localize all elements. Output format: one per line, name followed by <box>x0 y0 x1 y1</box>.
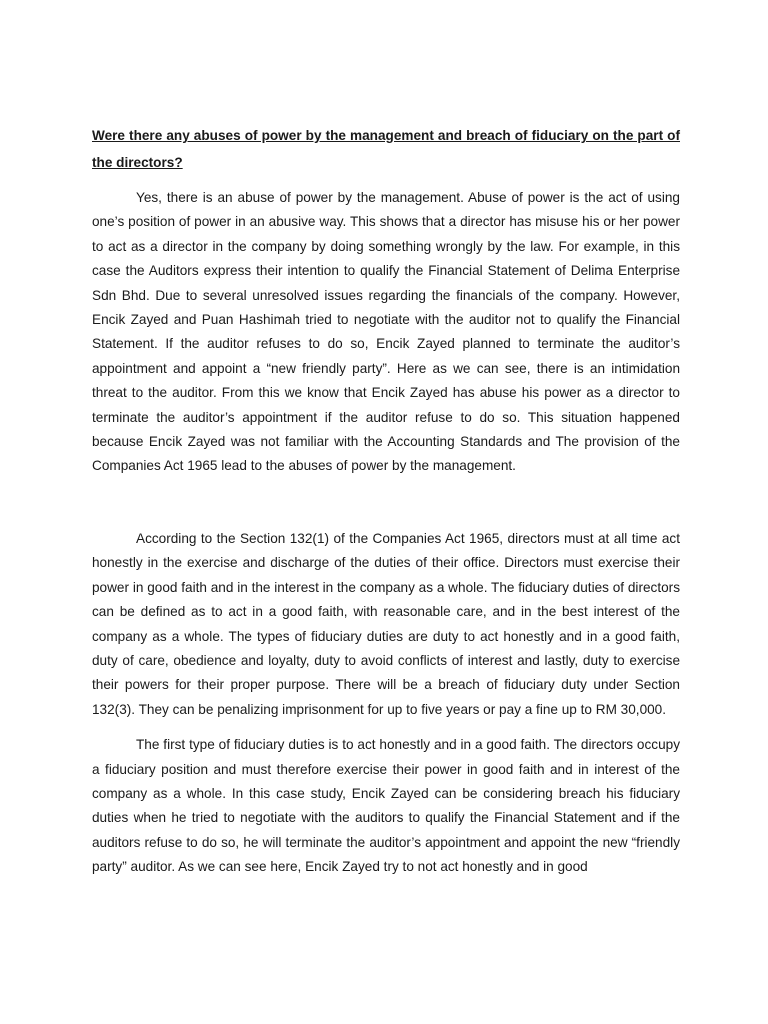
paragraph-spacer <box>92 722 680 733</box>
document-page <box>92 122 680 880</box>
paragraph-spacer <box>92 479 680 527</box>
paragraph-abuse-of-power: Yes, there is an abuse of power by the management. Abuse of power is the act of using one’s position of power in an abusive way. This shows that a director has misuse his or her power to act as a director in the company by doing something wrongly by the law. For example, in this case the Auditors express their intention to qualify the Financial Statement of Delima Enterprise Sdn Bhd. Due to several unresolved issues regarding the financials of the company. However, Encik Zayed and Puan Hashimah tried to negotiate with the auditor not to qualify the Financial Statement. If the auditor refuses to do so, Encik Zayed planned to terminate the auditor’s appointment and appoint a “new friendly party”. Here as we can see, there is an intimidation threat to the auditor. From this we know that Encik Zayed has abuse his power as a director to terminate the auditor’s appointment if the auditor refuse to do so. This situation happened because Encik Zayed was not familiar with the Accounting Standards and The provision of the Companies Act 1965 lead to the abuses of power by the management. <box>92 190 680 474</box>
paragraph-section-132: According to the Section 132(1) of the Companies Act 1965, directors must at all time act honestly in the exercise and discharge of the duties of their office. Directors must exercise their power in good faith and in the interest in the company as a whole. The fiduciary duties of directors can be defined as to act in a good faith, with reasonable care, and in the best interest of the company as a whole. The types of fiduciary duties are duty to act honestly and in a good faith, duty of care, obedience and loyalty, duty to avoid conflicts of interest and lastly, duty to exercise their powers for their proper purpose. There will be a breach of fiduciary duty under Section 132(3). They can be penalizing imprisonment for up to five years or pay a fine up to RM 30,000. <box>92 530 680 717</box>
paragraph-first-fiduciary-duty: The first type of fiduciary duties is to act honestly and in a good faith. The directors occupy a fiduciary position and must therefore exercise their power in good faith and in interest of the company as a whole. In this case study, Encik Zayed can be considering breach his fiduciary duties when he tried to negotiate with the auditors to qualify the Financial Statement and if the auditors refuse to do so, he will terminate the auditor’s appointment and appoint the new “friendly party” auditor. As we can see here, Encik Zayed try to not act honestly and in good <box>92 737 680 875</box>
section-heading: Were there any abuses of power by the management and breach of fiduciary on the part of the directors? <box>92 128 680 170</box>
